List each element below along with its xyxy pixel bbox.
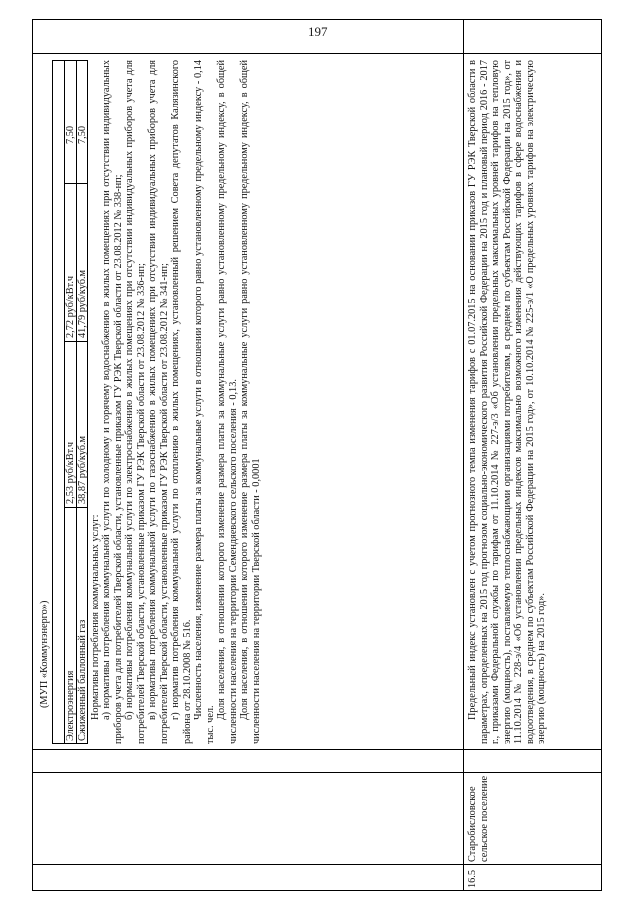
population-share-settlement: Доля населения, в отношении которого изменение размера платы за коммунальные услуги равно установленному предельному индексу, в общей численности населения на территории Семендяевского сельского поселения - 0,13.: [216, 60, 239, 744]
page-number: 197: [308, 24, 328, 39]
tariff-v1-1: 38,87 руб/куб.м: [76, 435, 88, 504]
tariff-v1-0: 2,53 руб/кВт.ч: [64, 441, 76, 504]
settlement-paragraph: Предельный индекс установлен с учетом прогнозного темпа изменения тарифов с 01.07.2015 на основании приказов ГУ РЭК Тверской области в параметрах, определенных на 2015 год прогнозом социально-экономического развития Российской Федерации на 2015 год и плановый период 2016 - 2017 г., приказами Федеральной службы по тарифам от 11.10.2014 № 227-э/3 «Об установлении предельных максимальных уровней тарифов на тепловую энергию (мощность), поставляемую теплоснабжающими организациями потребителям, в среднем по субъектам Российской Федерации на 2015 год», от 11.10.2014 № 228-э/4 «Об установлении предельных индексов максимально возможного изменения действующих тарифов в сфере водоснабжения и водоотведения, в среднем по субъектам Российской Федерации на 2015 год», от 10.10.2014 № 225-э/1 «О предельных уровнях тарифов на электрическую энергию (мощность) на 2015 год».: [467, 60, 547, 744]
norms-heading: Нормативы потребления коммунальных услуг:: [89, 514, 101, 720]
population-share-region: Доля населения, в отношении которого изменение размера платы за коммунальные услуги равно установленному предельному индексу, в общей численности населения на территории Тверской области - 0,0001: [239, 60, 262, 744]
norm-d: г) норматив потребления коммунальной услуги по отоплению в жилых помещениях, установленный решением Совета депутатов Калязинского района от 28.10.2008 № 516.: [170, 60, 193, 744]
settlement-name: Старобисловское сельское поселение: [467, 775, 490, 862]
main-table: [32, 19, 602, 891]
tariff-v2-1: 41,79 руб/куб.м: [76, 269, 88, 338]
row-number: 16.5: [467, 869, 478, 888]
top-row-text: [39, 60, 262, 744]
norm-b: б) нормативы потребления коммунальной услуги по электроснабжению в жилых помещениях при отсутствии индивидуальных приборов учета для потребителей Тверской области, установленные приказом ГУ РЭК Тверской области от 23.08.2012 № 336-нп;: [124, 60, 147, 744]
tariff-table: [52, 60, 88, 744]
tariff-v3-1: 7,50: [76, 125, 88, 144]
tariff-name-0: Электроэнергия: [64, 670, 76, 741]
rotated-page: [0, 5, 640, 905]
tariff-v2-0: 2,72 руб/кВт.ч: [64, 275, 76, 338]
tariff-v3-0: 7,50: [64, 125, 76, 144]
org-label: (МУП «Коммунэнерго»): [39, 600, 50, 708]
norm-c: в) нормативы потребления коммунальной услуги по газоснабжению в жилых помещениях при отсутствии индивидуальных приборов учета для потребителей Тверской области, установленные приказом ГУ РЭК Тверской области от 23.08.2012 № 341-нп;: [147, 60, 170, 744]
settlement-text: [467, 60, 548, 744]
tariff-name-1: Сжиженный баллонный газ: [76, 619, 88, 741]
norm-a: а) нормативы потребления коммунальной услуги по холодному и горячему водоснабжению в жилых помещениях при отсутствии индивидуальных приборов учета для потребителей Тверской области, установленные приказом ГУ РЭК Тверской области от 23.08.2012 № 338-нп;: [101, 60, 124, 744]
population-count: Численность населения, изменение размера платы за коммунальные услуги в отношении которого равно установленному предельному индексу - 0,14 тыс. чел.: [193, 60, 216, 744]
